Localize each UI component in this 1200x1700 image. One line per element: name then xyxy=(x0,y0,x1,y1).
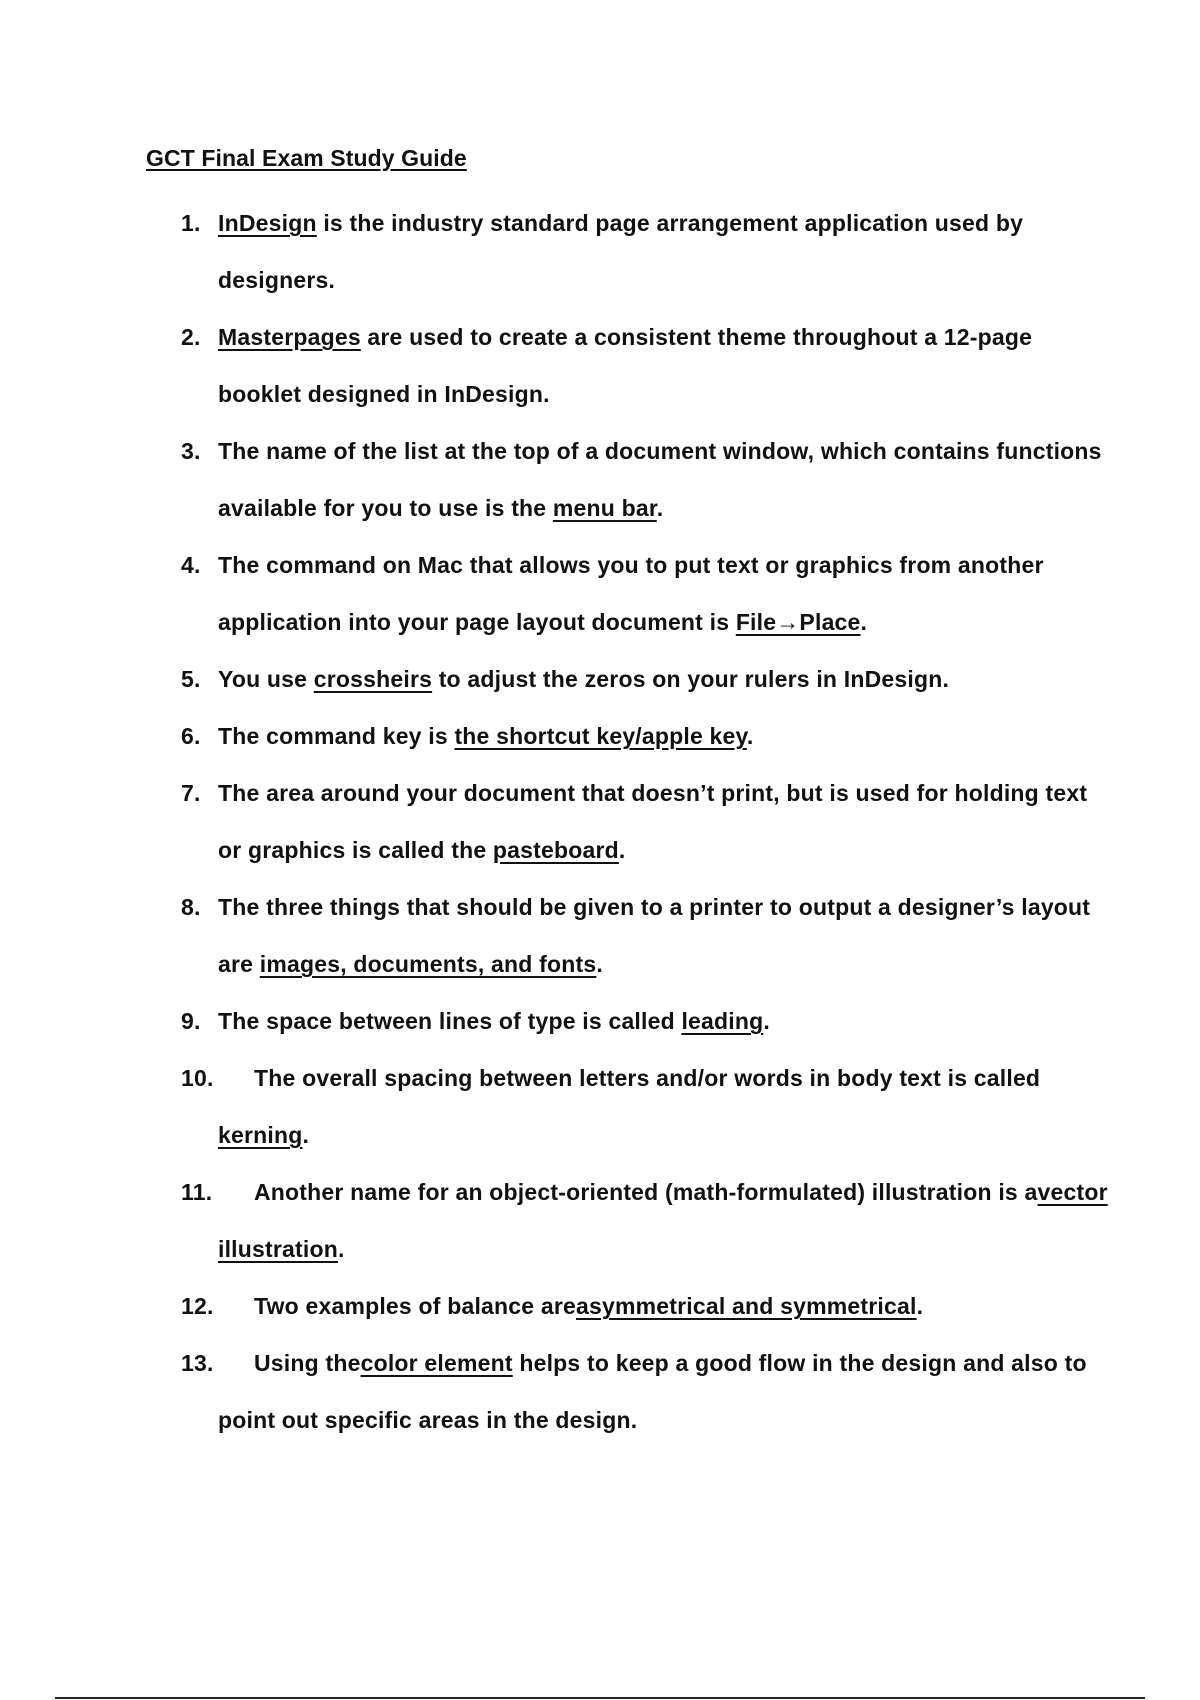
list-item xyxy=(181,993,1111,1050)
item-text-before: Two examples of balance are xyxy=(254,1293,576,1319)
item-text-before: The space between lines of type is called xyxy=(218,1008,682,1034)
item-text-before: The three things that should be given to a printer to output a designer’s layout are xyxy=(218,894,1091,977)
item-number: 5. xyxy=(181,666,201,692)
item-text-before: The command on Mac that allows you to put text or graphics from another application into your page layout document is xyxy=(218,552,1044,635)
item-answer: leading xyxy=(681,1008,764,1034)
item-text-after: . xyxy=(596,951,603,977)
item-text-after: is the industry standard page arrangement application used by designers. xyxy=(218,210,1024,293)
item-text-before: Using the xyxy=(254,1350,361,1376)
item-text-after: . xyxy=(860,609,868,635)
item-text-after: helps to keep a good flow in the design and also to point out specific areas in the design. xyxy=(218,1350,1087,1433)
item-answer: kerning xyxy=(218,1122,303,1148)
item-text-after: . xyxy=(916,1293,924,1319)
item-answer: menu bar xyxy=(552,495,657,521)
list-item xyxy=(181,1050,1111,1164)
item-text-before: You use xyxy=(218,666,314,692)
list-item xyxy=(181,708,1111,765)
item-text-before: The area around your document that doesn’t print, but is used for holding text or graphics is called the xyxy=(218,780,1088,863)
item-text-before: The overall spacing between letters and/or words in body text is called xyxy=(254,1065,1041,1091)
item-number: 9. xyxy=(181,1008,201,1034)
item-text-after: are used to create a consistent theme throughout a 12-page booklet designed in InDesign. xyxy=(218,324,1033,407)
item-number: 2. xyxy=(181,324,201,350)
list-item xyxy=(181,879,1111,993)
item-text-after: to adjust the zeros on your rulers in InDesign. xyxy=(432,666,950,692)
question-list xyxy=(181,195,1111,1449)
item-answer: images, documents, and fonts xyxy=(259,951,597,977)
item-number: 1. xyxy=(181,210,201,236)
list-item xyxy=(181,309,1111,423)
list-item xyxy=(181,423,1111,537)
list-item xyxy=(181,765,1111,879)
page-title: GCT Final Exam Study Guide xyxy=(146,145,467,171)
list-item xyxy=(181,1335,1111,1449)
item-number: 13. xyxy=(181,1350,214,1376)
item-text-before: The name of the list at the top of a document window, which contains functions available for you to use is the xyxy=(218,438,1102,521)
item-number: 12. xyxy=(181,1293,214,1319)
item-text-before: Another name for an object-oriented (math-formulated) illustration is a xyxy=(254,1179,1038,1205)
item-text-after: . xyxy=(656,495,664,521)
list-item xyxy=(181,1164,1111,1278)
item-text-after: . xyxy=(618,837,626,863)
item-answer: Masterpages xyxy=(218,324,361,350)
item-number: 6. xyxy=(181,723,201,749)
item-text-after: . xyxy=(746,723,754,749)
item-number: 4. xyxy=(181,552,201,578)
item-number: 7. xyxy=(181,780,201,806)
list-item xyxy=(181,537,1111,651)
item-answer: File→Place xyxy=(735,609,861,635)
item-text-before: The command key is xyxy=(218,723,455,749)
item-answer: asymmetrical and symmetrical xyxy=(576,1293,917,1319)
item-text-after: . xyxy=(763,1008,770,1034)
item-number: 8. xyxy=(181,894,201,920)
item-answer: color element xyxy=(360,1350,513,1376)
item-answer: the shortcut key/apple key xyxy=(454,723,747,749)
list-item xyxy=(181,195,1111,309)
item-number: 3. xyxy=(181,438,201,464)
item-text-after: . xyxy=(337,1236,345,1262)
item-answer: crossheirs xyxy=(313,666,433,692)
item-text-after: . xyxy=(302,1122,310,1148)
item-number: 11. xyxy=(181,1179,213,1205)
item-answer: pasteboard xyxy=(492,837,619,863)
list-item xyxy=(181,1278,1111,1335)
list-item xyxy=(181,651,1111,708)
item-number: 10. xyxy=(181,1065,214,1091)
item-answer: InDesign xyxy=(218,210,317,236)
footer-divider xyxy=(55,1697,1145,1699)
item-answer: vector illustration xyxy=(218,1179,1108,1262)
